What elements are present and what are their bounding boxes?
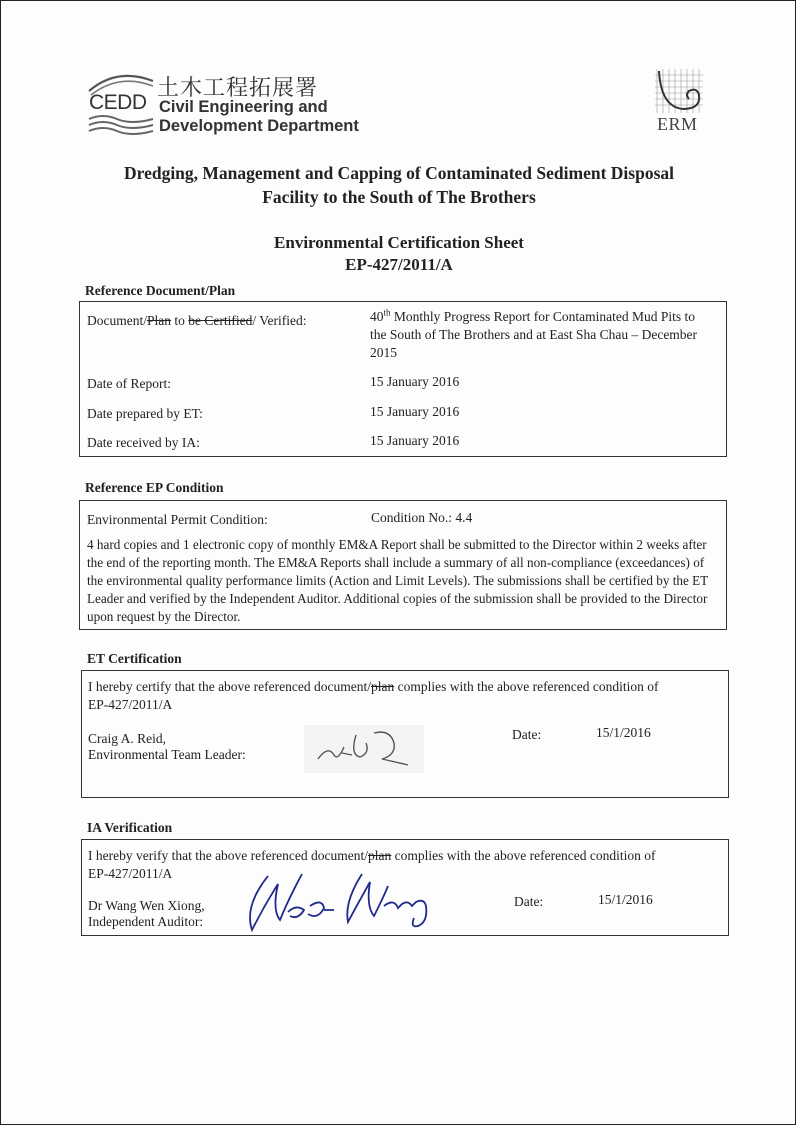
et-signature-icon [304, 725, 424, 773]
cedd-name-line1: Civil Engineering and [159, 98, 328, 116]
struck-plan-text: plan [370, 679, 395, 694]
cedd-abbreviation: CEDD [89, 91, 147, 114]
permit-condition-label: Environmental Permit Condition: [87, 512, 268, 527]
sheet-number: EP-427/2011/A [345, 255, 453, 274]
section-label-ia-verification: IA Verification [87, 820, 173, 835]
struck-certified-text: be Certified [188, 313, 253, 328]
erm-logo-text: ERM [657, 114, 698, 134]
ia-date-value: 15/1/2016 [598, 892, 653, 907]
section-label-reference-ep: Reference EP Condition [85, 480, 224, 495]
ia-signature-icon [238, 866, 448, 934]
document-title-line2: Facility to the South of The Brothers [262, 187, 536, 207]
document-label: Document/Plan to be Certified/ Verified: [87, 313, 307, 328]
document-title-line1: Dredging, Management and Capping of Contaminated Sediment Disposal [123, 163, 674, 183]
et-date-value: 15/1/2016 [596, 725, 651, 740]
et-certification-box [81, 670, 729, 798]
et-date-label: Date: [512, 727, 542, 742]
struck-plan-text: Plan [147, 313, 172, 328]
date-received-value: 15 January 2016 [370, 433, 460, 448]
ia-auditor-name: Dr Wang Wen Xiong, [88, 898, 205, 913]
ia-auditor-role: Independent Auditor: [88, 914, 204, 929]
ia-statement: I hereby verify that the above referenced document/plan complies with the above referenced condition of EP-427/2011/A [88, 848, 656, 881]
reference-document-box [79, 301, 727, 457]
ia-verification-box [81, 839, 729, 936]
et-leader-role: Environmental Team Leader: [88, 747, 246, 762]
cedd-logo [87, 69, 387, 139]
erm-logo-icon [653, 67, 705, 117]
date-of-report-value: 15 January 2016 [370, 374, 460, 389]
section-label-et-certification: ET Certification [87, 651, 182, 666]
et-statement: I hereby certify that the above referenced document/plan complies with the above referenced condition of EP-427/2011/A [88, 679, 659, 712]
et-leader-name: Craig A. Reid, [88, 731, 166, 746]
date-received-label: Date received by IA: [87, 435, 200, 450]
condition-number: Condition No.: 4.4 [371, 510, 473, 525]
document-value: 40th Monthly Progress Report for Contaminated Mud Pits to the South of The Brothers and at East Sha Chau – December 2015 [370, 307, 698, 360]
struck-plan-text: plan [368, 848, 392, 863]
cedd-chinese-name: 土木工程拓展署 [157, 76, 319, 101]
reference-ep-box [79, 500, 727, 630]
cedd-name-line2: Development Department [159, 117, 359, 135]
date-prepared-value: 15 January 2016 [370, 404, 460, 419]
ia-date-label: Date: [514, 894, 544, 909]
section-label-reference-document: Reference Document/Plan [85, 283, 236, 298]
date-of-report-label: Date of Report: [87, 376, 171, 391]
date-prepared-label: Date prepared by ET: [87, 406, 203, 421]
sheet-title: Environmental Certification Sheet [274, 233, 524, 252]
condition-text: 4 hard copies and 1 electronic copy of monthly EM&A Report shall be submitted to the Director within 2 weeks after the end of the reporting month. The EM&A Reports shall include a summary of all non-compliance (exceedances) of the environmental quality performance limits (Action and Limit Levels). The submissions shall be certified by the ET Leader and verified by the Independent Auditor. Additional copies of the submission shall be provided to the Director upon request by the Director. [87, 537, 709, 624]
